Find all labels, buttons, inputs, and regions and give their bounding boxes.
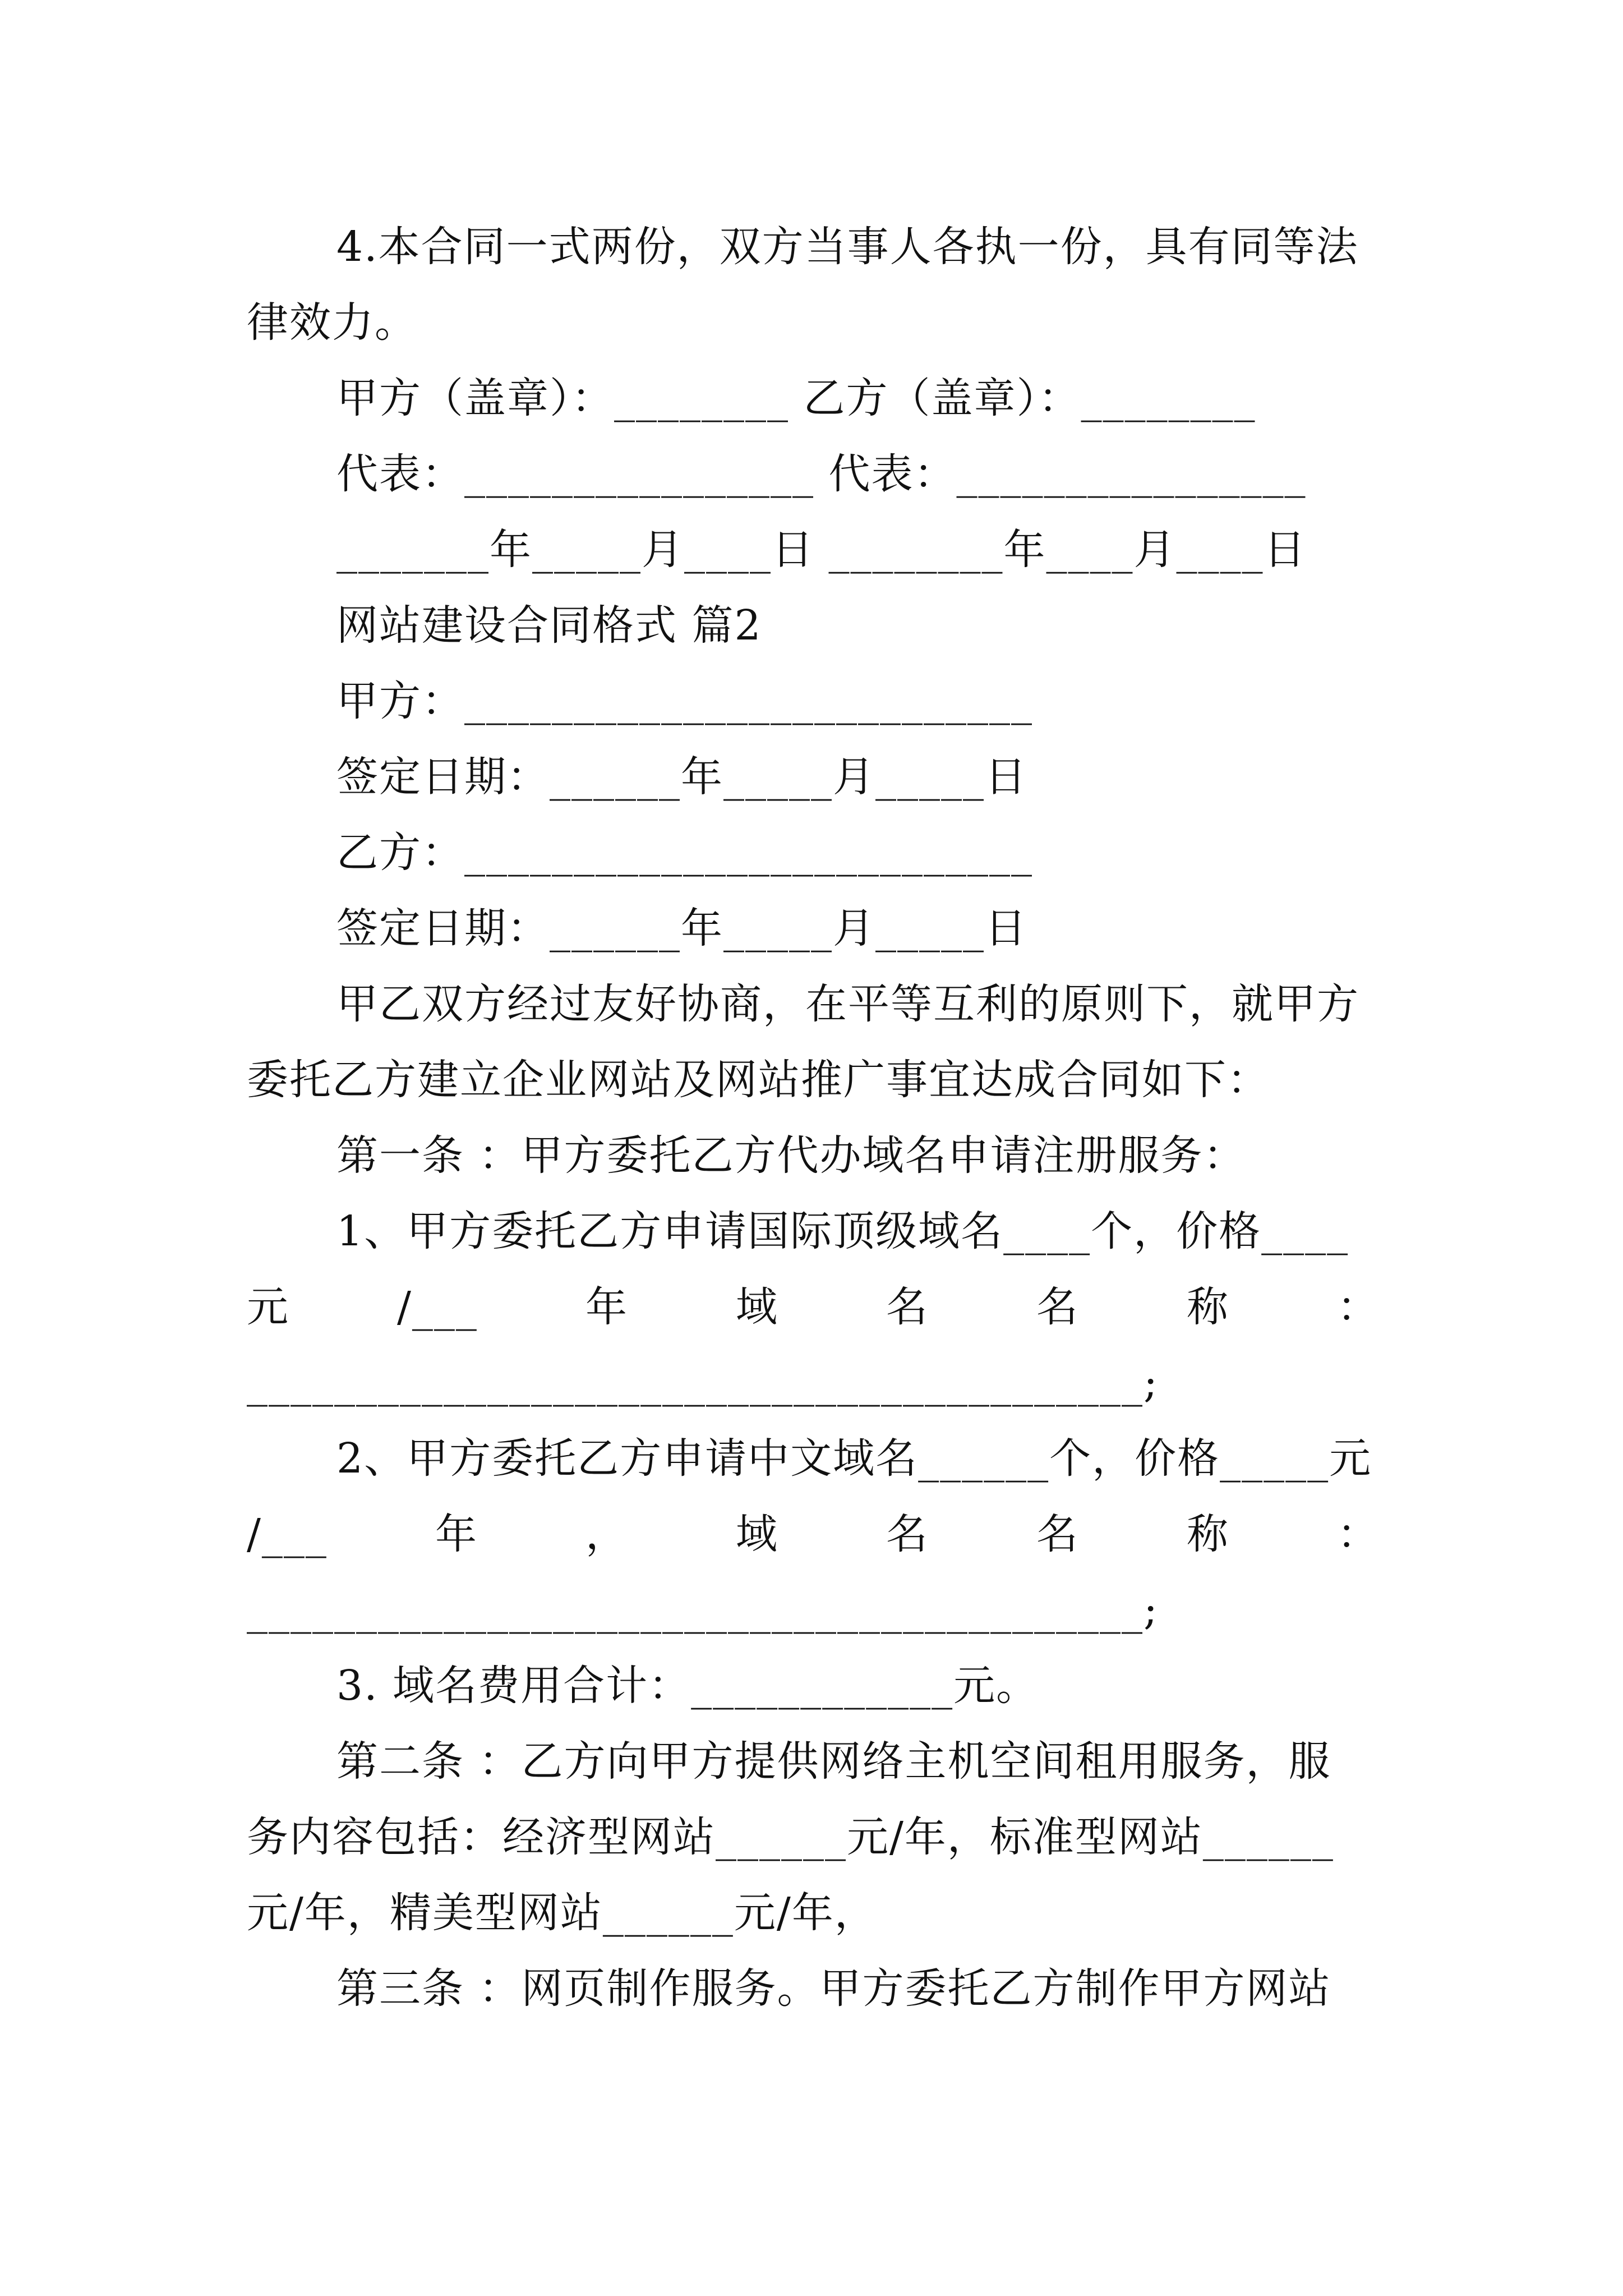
- line-word: 名: [1036, 1283, 1079, 1331]
- line-word: 域: [735, 1510, 778, 1558]
- party-a-date-line: 签定日期：______年_____月_____日: [336, 753, 1027, 801]
- clause-4-line-2: 律效力。: [247, 298, 417, 347]
- clause-4-line-1: 4.本合同一式两份，双方当事人各执一份，具有同等法: [336, 223, 1359, 271]
- party-b-date-line: 签定日期：______年_____月_____日: [336, 904, 1027, 953]
- line-word: 名: [886, 1510, 929, 1558]
- article-1-item-1-line-3: _________________________________________;: [247, 1359, 1159, 1407]
- line-word: 称: [1186, 1283, 1229, 1331]
- article-2-line-2: 务内容包括：经济型网站______元/年，标准型网站______: [247, 1813, 1334, 1861]
- line-word: /___: [247, 1510, 328, 1558]
- article-2-line-3: 元/年，精美型网站______元/年，: [247, 1889, 877, 1937]
- line-word: 称: [1186, 1510, 1229, 1558]
- article-1-item-2-line-3: _________________________________________;: [247, 1586, 1159, 1634]
- line-word: 名: [1036, 1510, 1079, 1558]
- line-word: ：: [1336, 1510, 1380, 1558]
- preamble-line-1: 甲乙双方经过友好协商，在平等互利的原则下，就甲方: [336, 980, 1359, 1028]
- line-word: /___: [397, 1283, 478, 1331]
- line-word: 元: [247, 1283, 289, 1331]
- party-b-line: 乙方：__________________________: [336, 829, 1033, 877]
- article-1-item-1-line-2: [247, 1279, 1380, 1335]
- signature-dates-line: _______年_____月____日 ________年____月____日: [336, 526, 1307, 574]
- article-3-line-1: 第三条 ：网页制作服务。甲方委托乙方制作甲方网站: [336, 1964, 1331, 2013]
- line-word: 域: [735, 1283, 778, 1331]
- section-heading: 网站建设合同格式 篇2: [336, 601, 762, 650]
- article-1-item-1-line-1: 1、甲方委托乙方申请国际顶级域名____个，价格____: [336, 1207, 1349, 1255]
- line-word: 名: [886, 1283, 929, 1331]
- signature-parties-line: 甲方（盖章）：________ 乙方（盖章）：________: [336, 374, 1256, 422]
- article-1-heading: 第一条 ：甲方委托乙方代办域名申请注册服务：: [336, 1131, 1246, 1180]
- line-word: 年: [435, 1510, 478, 1558]
- article-1-item-3: 3. 域名费用合计：____________元。: [336, 1662, 1039, 1710]
- line-word: ，: [585, 1510, 628, 1558]
- preamble-line-2: 委托乙方建立企业网站及网站推广事宜达成合同如下：: [247, 1056, 1270, 1104]
- line-word: 年: [585, 1283, 628, 1331]
- article-1-item-2-line-2: [247, 1506, 1380, 1562]
- article-2-line-1: 第二条 ：乙方向甲方提供网络主机空间租用服务，服: [336, 1737, 1331, 1786]
- article-1-item-2-line-1: 2、甲方委托乙方申请中文域名______个，价格_____元: [336, 1434, 1372, 1483]
- party-a-line: 甲方：__________________________: [336, 677, 1033, 725]
- line-word: ：: [1336, 1283, 1380, 1331]
- representatives-line: 代表：________________ 代表：________________: [336, 450, 1307, 498]
